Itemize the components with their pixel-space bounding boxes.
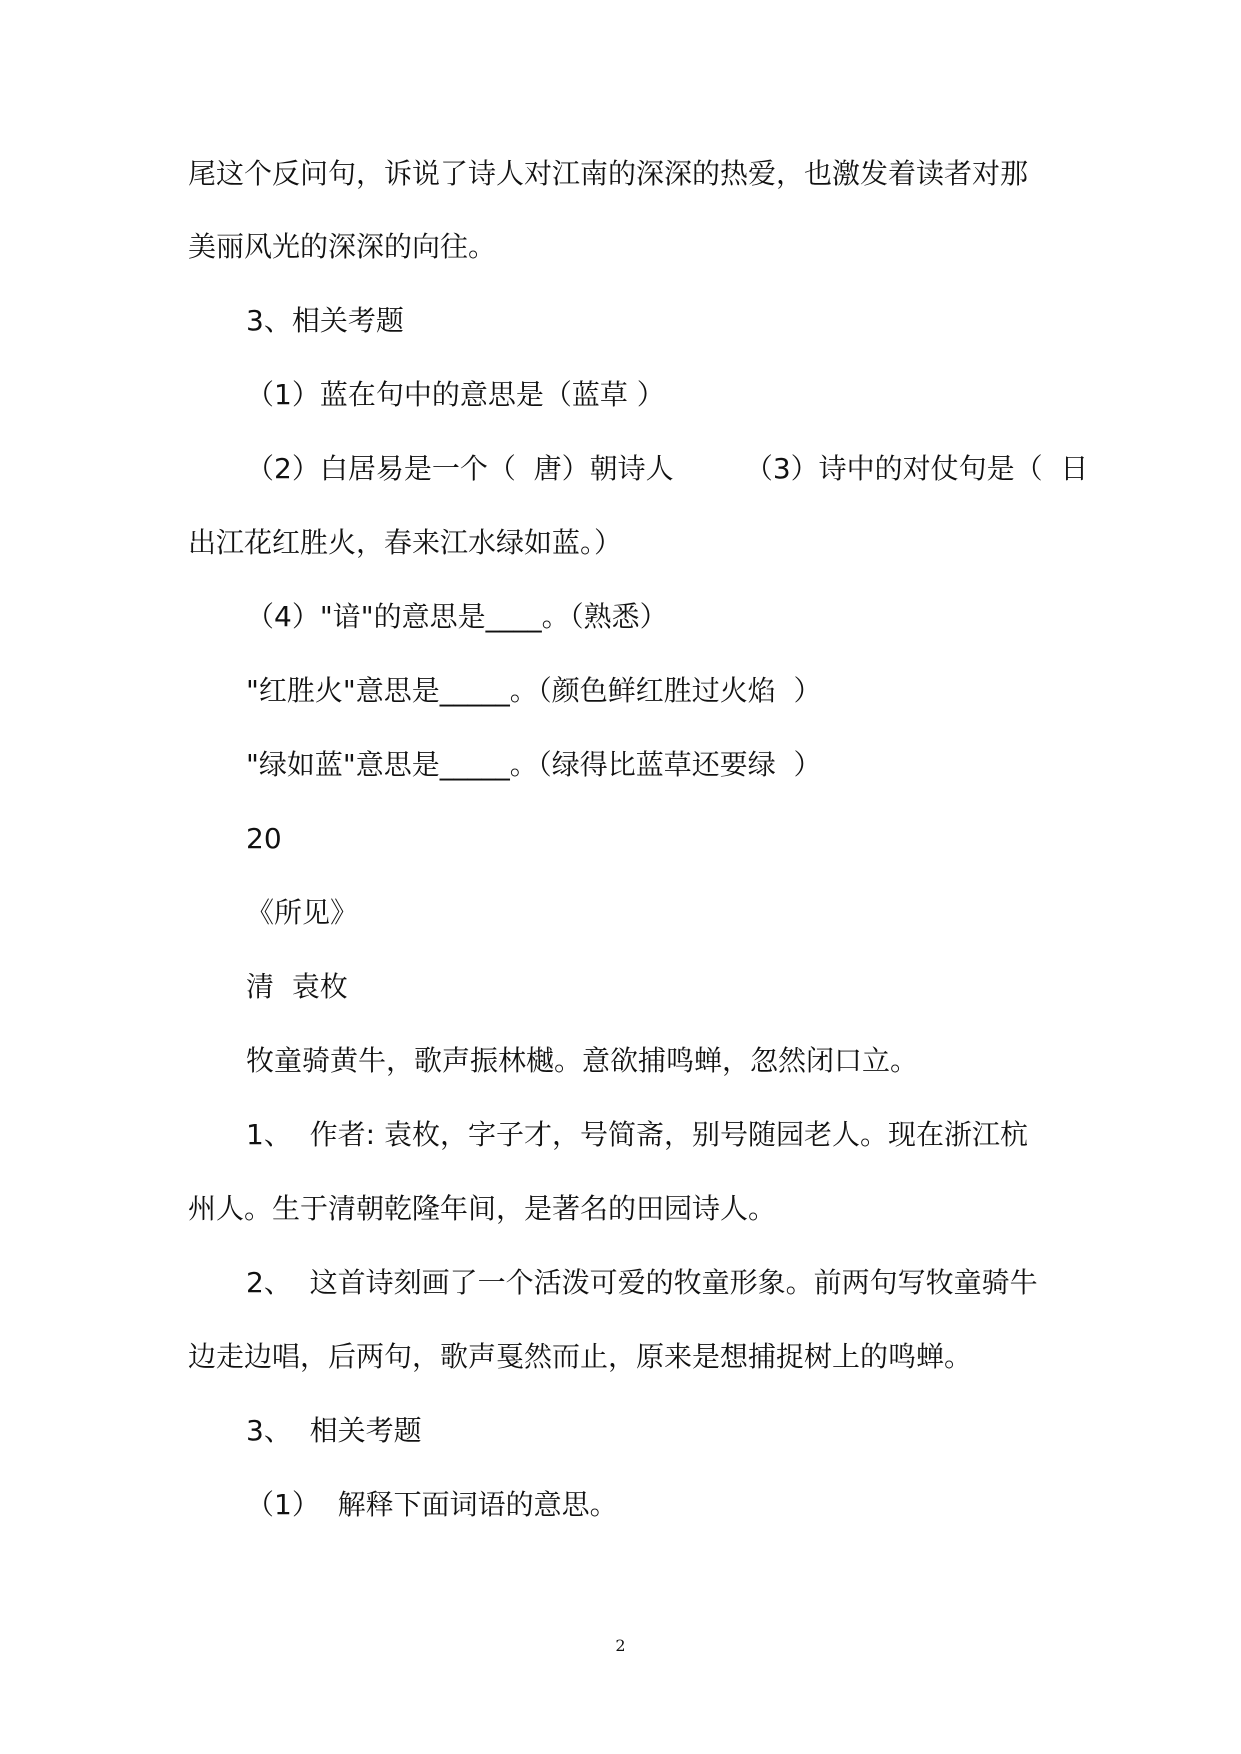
text-line: 2、 这首诗刻画了一个活泼可爱的牧童形象。前两句写牧童骑牛 bbox=[246, 1266, 1038, 1299]
text-line-1: 尾这个反问句，诉说了诗人对江南的深深的热爱，也激发着读者对那 bbox=[188, 157, 1029, 190]
poem-text: 牧童骑黄牛，歌声振林樾。意欲捕鸣蝉，忽然闭口立。 bbox=[246, 1044, 919, 1077]
poem-title: 《所见》 bbox=[246, 896, 359, 929]
question-line: 出江花红胜火，春来江水绿如蓝。） bbox=[188, 526, 623, 559]
poem-author: 清 袁枚 bbox=[246, 970, 348, 1003]
question-line: "红胜火"意思是_____。（颜色鲜红胜过火焰 ） bbox=[246, 674, 822, 707]
text-line: 1、 作者: 袁枚，字子才，号简斋，别号随园老人。现在浙江杭 bbox=[246, 1118, 1028, 1151]
text-line: 边走边唱，后两句，歌声戛然而止，原来是想捕捉树上的鸣蝉。 bbox=[188, 1340, 973, 1373]
section-heading: 3、相关考题 bbox=[246, 304, 404, 337]
page-number: 2 bbox=[615, 1636, 626, 1655]
question-line: （1） 解释下面词语的意思。 bbox=[246, 1488, 618, 1521]
text-line: 州人。生于清朝乾隆年间，是著名的田园诗人。 bbox=[188, 1192, 777, 1225]
section-heading: 3、 相关考题 bbox=[246, 1414, 422, 1447]
question-line: （4）"谙"的意思是____。（熟悉） bbox=[246, 600, 668, 633]
question-line: （2）白居易是一个（ 唐）朝诗人 （3）诗中的对仗句是（ 日 bbox=[246, 452, 1089, 485]
section-number: 20 bbox=[246, 822, 282, 855]
question-line: （1）蓝在句中的意思是（蓝草 ） bbox=[246, 378, 665, 411]
text-line-2: 美丽风光的深深的向往。 bbox=[188, 230, 497, 263]
question-line: "绿如蓝"意思是_____。（绿得比蓝草还要绿 ） bbox=[246, 748, 822, 781]
